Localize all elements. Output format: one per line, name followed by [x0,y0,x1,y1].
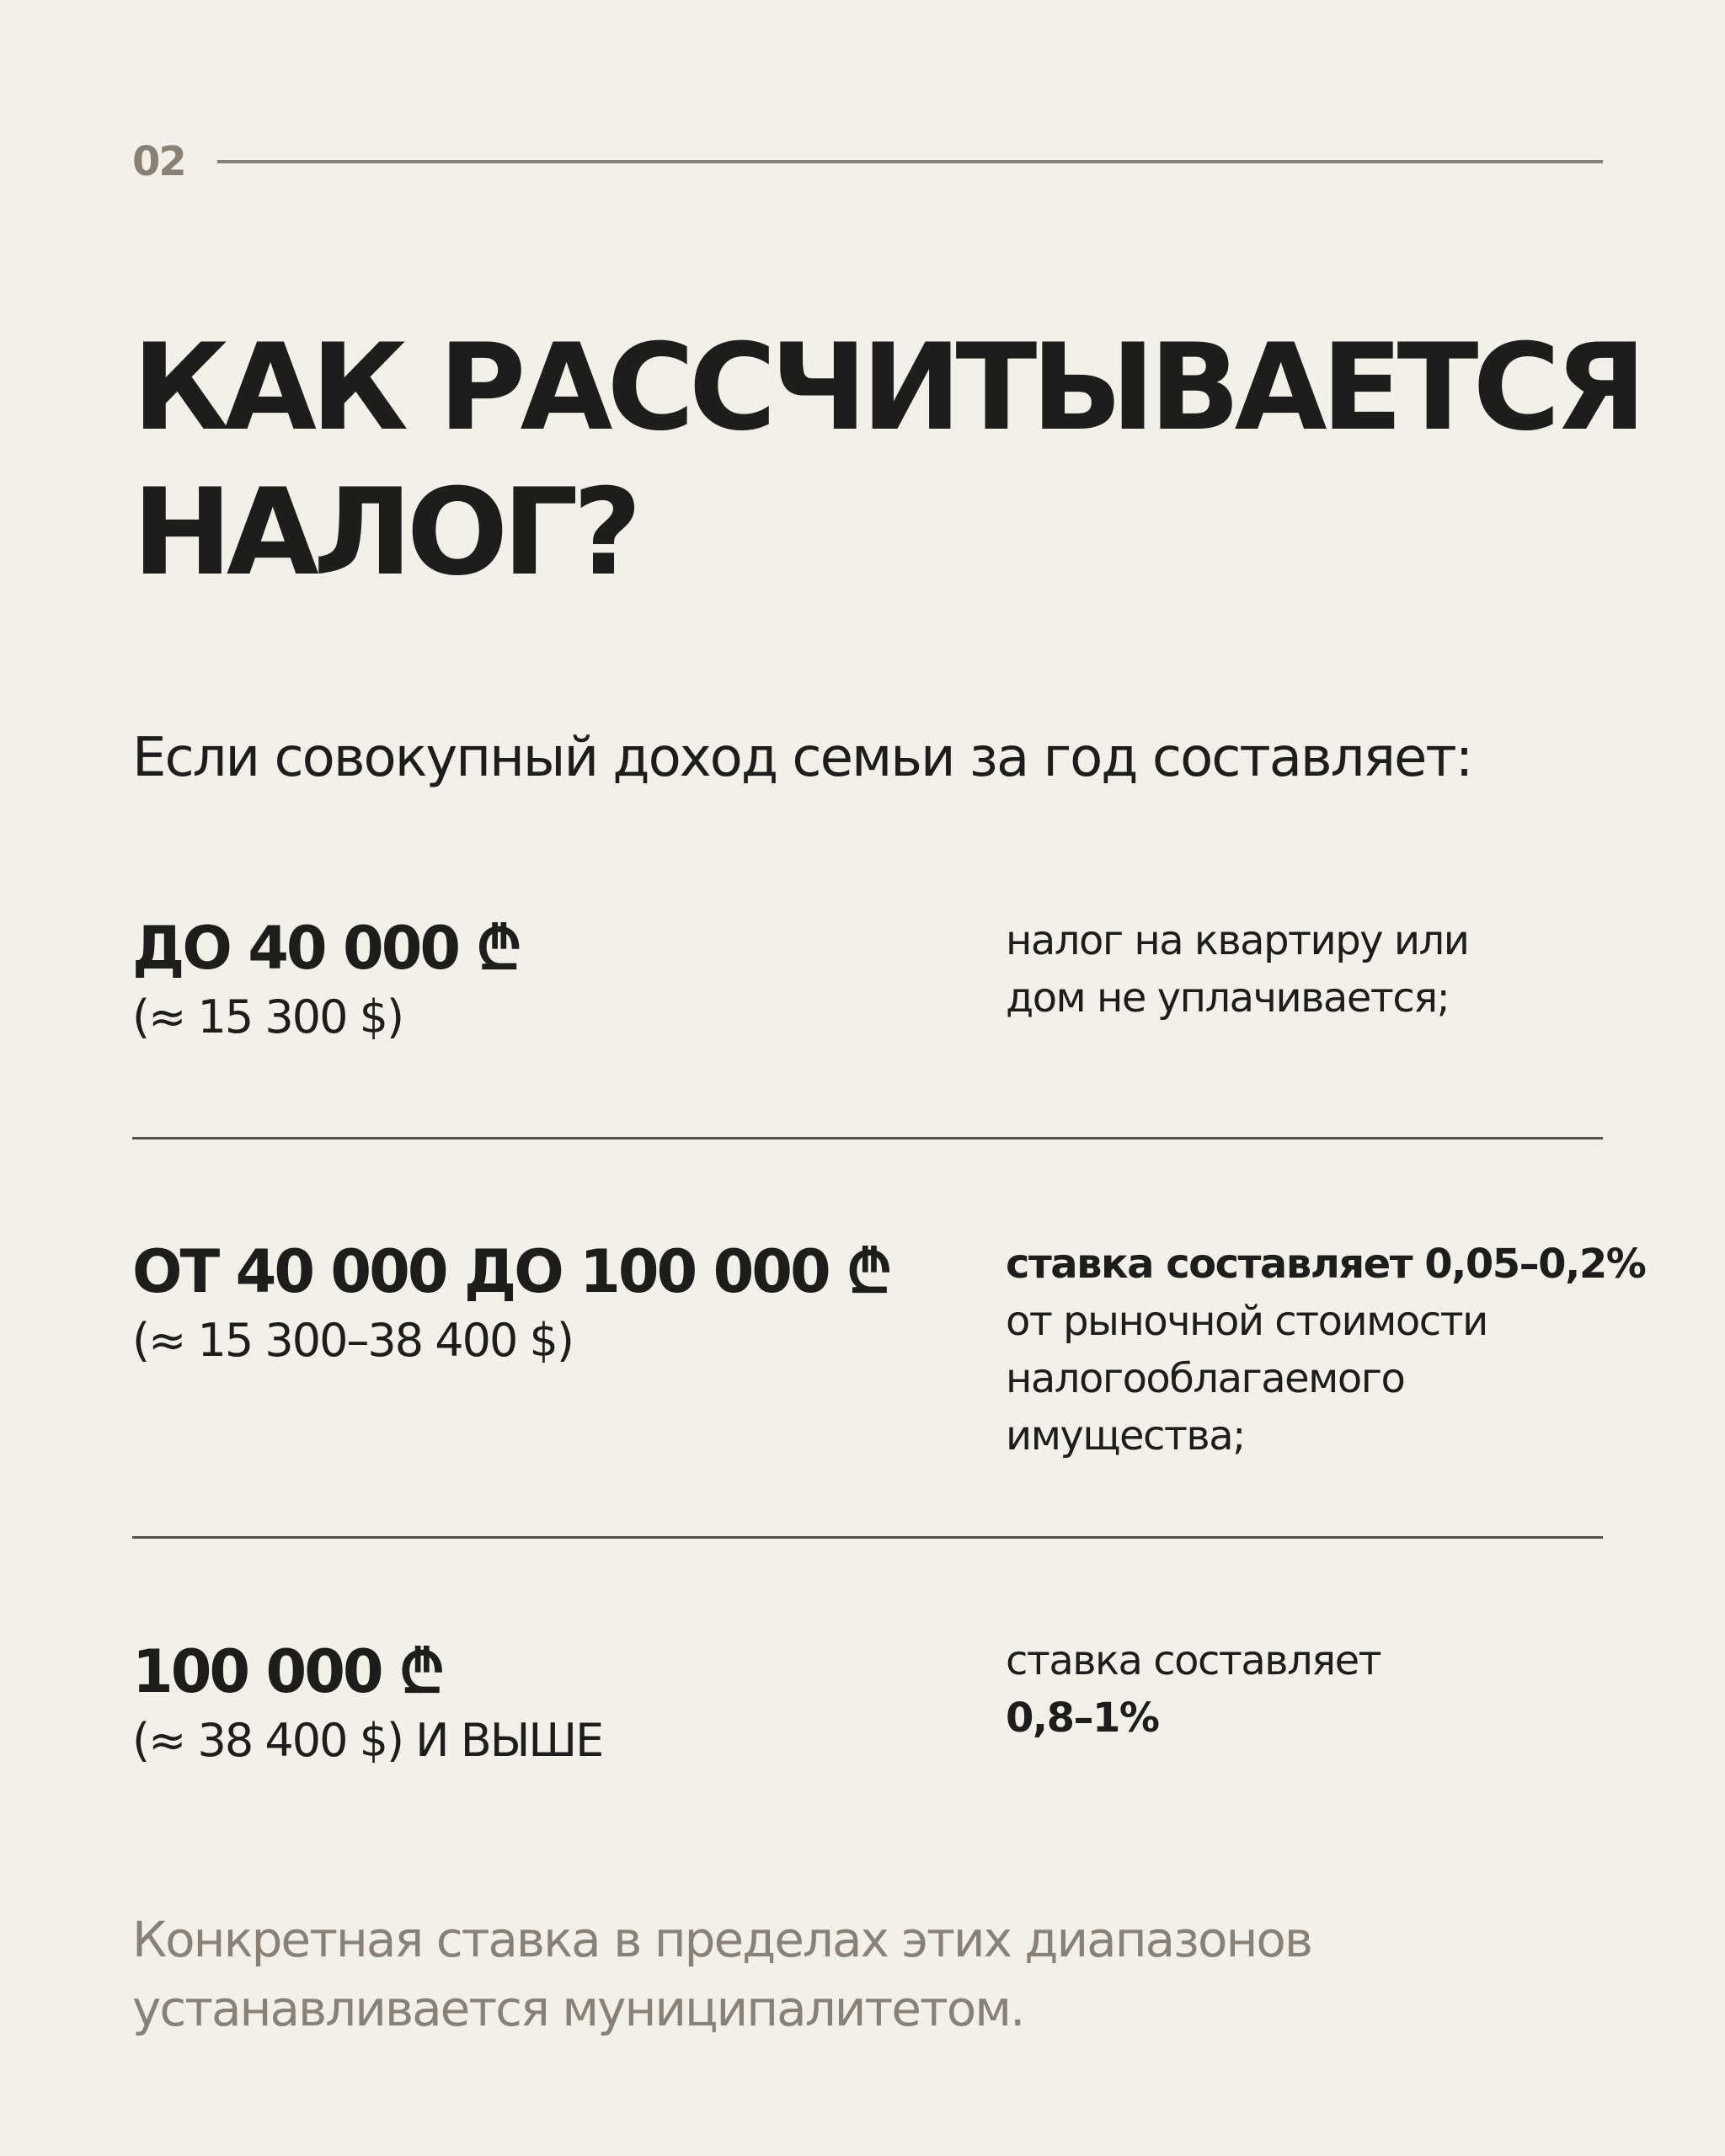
section-divider [132,1137,1603,1139]
tier-2-usd: (≈ 15 300–38 400 $) [132,1314,573,1367]
tier-2-description-line: налогооблагаемого [1006,1355,1405,1402]
tier-3-amount: 100 000 ₾ [132,1637,442,1706]
tier-2-rate [1006,1235,1646,1293]
page-title [132,316,1648,606]
page-title-line-1: КАК РАССЧИТЫВАЕТСЯ [132,318,1641,457]
footnote-line-1: Конкретная ставка в пределах этих диапазонов [132,1911,1312,1968]
page-number: 02 [132,138,185,185]
tier-2-amount: ОТ 40 000 ДО 100 000 ₾ [132,1237,890,1306]
intro-text: Если совокупный доход семьи за год составляет: [132,727,1472,789]
section-divider [132,1536,1603,1539]
header-divider [217,160,1603,163]
tier-3-description [1006,1632,1612,1747]
page-title-line-2: НАЛОГ? [132,463,637,602]
tier-1-description-line: дом не уплачивается; [1006,974,1450,1022]
tier-2-description [1006,1235,1646,1465]
tier-1-description [1006,912,1612,1027]
tier-3-rate [1006,1689,1612,1747]
tier-3-usd: (≈ 38 400 $) И ВЫШЕ [132,1714,603,1767]
tier-2-rate-bold: ставка составляет 0,05–0,2% [1006,1241,1646,1288]
tier-3-description-line: ставка составляет [1006,1637,1381,1684]
tier-2-description-line: от рыночной стоимости [1006,1298,1487,1345]
tier-2-description-line: имущества; [1006,1412,1245,1460]
footnote-line-2: устанавливается муниципалитетом. [132,1980,1024,2037]
footnote [132,1905,1311,2043]
tier-1-description-line: налог на квартиру или [1006,917,1469,964]
tier-1-amount: ДО 40 000 ₾ [132,914,520,983]
tier-1-usd: (≈ 15 300 $) [132,990,403,1043]
tier-3-rate-bold: 0,8–1% [1006,1694,1159,1742]
